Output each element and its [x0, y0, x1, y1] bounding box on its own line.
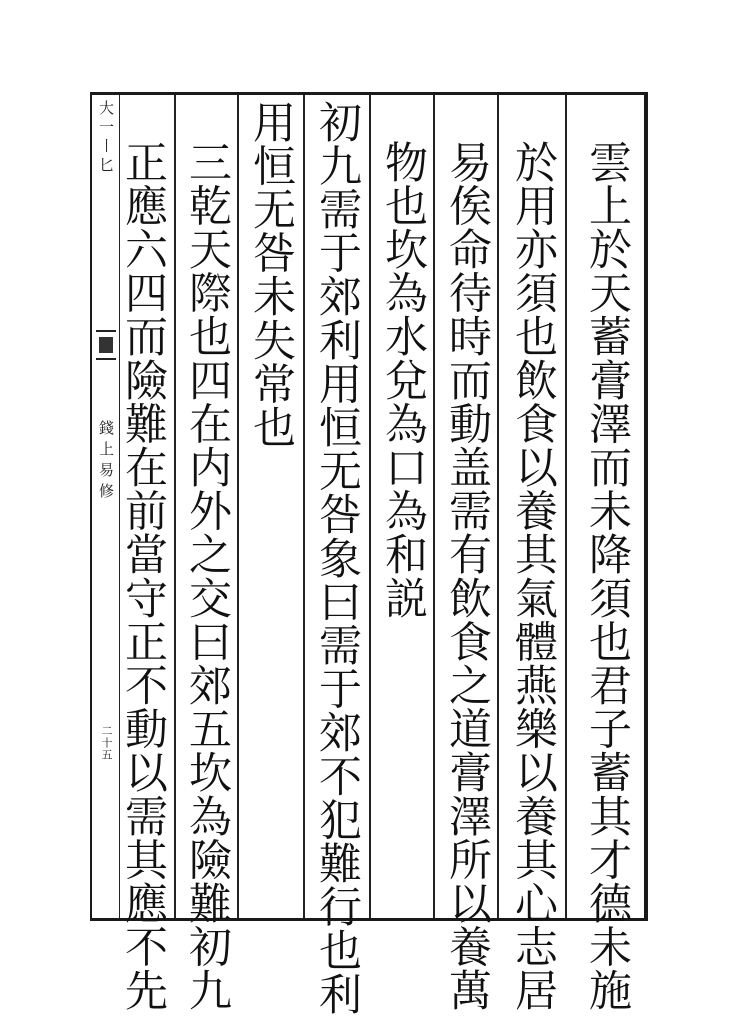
page-border-right	[644, 92, 648, 921]
column-divider	[303, 95, 305, 918]
margin-strip	[92, 95, 120, 918]
column-divider	[433, 95, 435, 918]
margin-page-number: 二十五	[100, 725, 113, 761]
text-column-4: 物也坎為水兌為口為和説	[378, 140, 428, 620]
text-column-7: 三乾天際也四在内外之交曰郊五坎為險難初九	[182, 140, 232, 1012]
text-column-8: 正應六四而險難在前當守正不動以需其應不先	[118, 140, 168, 1012]
column-divider	[174, 95, 176, 918]
margin-top-marks: 大一〡匕	[97, 100, 115, 176]
column-divider	[565, 95, 567, 918]
text-column-1: 雲上於天蓄膏澤而未降須也君子蓄其才德未施	[582, 140, 632, 1012]
text-column-3: 易俟命待時而動盖需有飲食之道膏澤所以養萬	[442, 140, 492, 1012]
page-border-bottom	[92, 918, 648, 921]
text-column-6: 用恒无咎未失常也	[246, 100, 296, 449]
fish-tail-mark-icon	[96, 330, 116, 360]
margin-book-title: 錢上易修	[97, 420, 115, 504]
text-column-2: 於用亦須也飲食以養其氣體燕樂以養其心志居	[508, 140, 558, 1012]
text-column-5: 初九需于郊利用恒无咎象曰需于郊不犯難行也利	[312, 100, 362, 1016]
column-divider	[237, 95, 239, 918]
column-divider	[369, 95, 371, 918]
column-divider	[497, 95, 499, 918]
